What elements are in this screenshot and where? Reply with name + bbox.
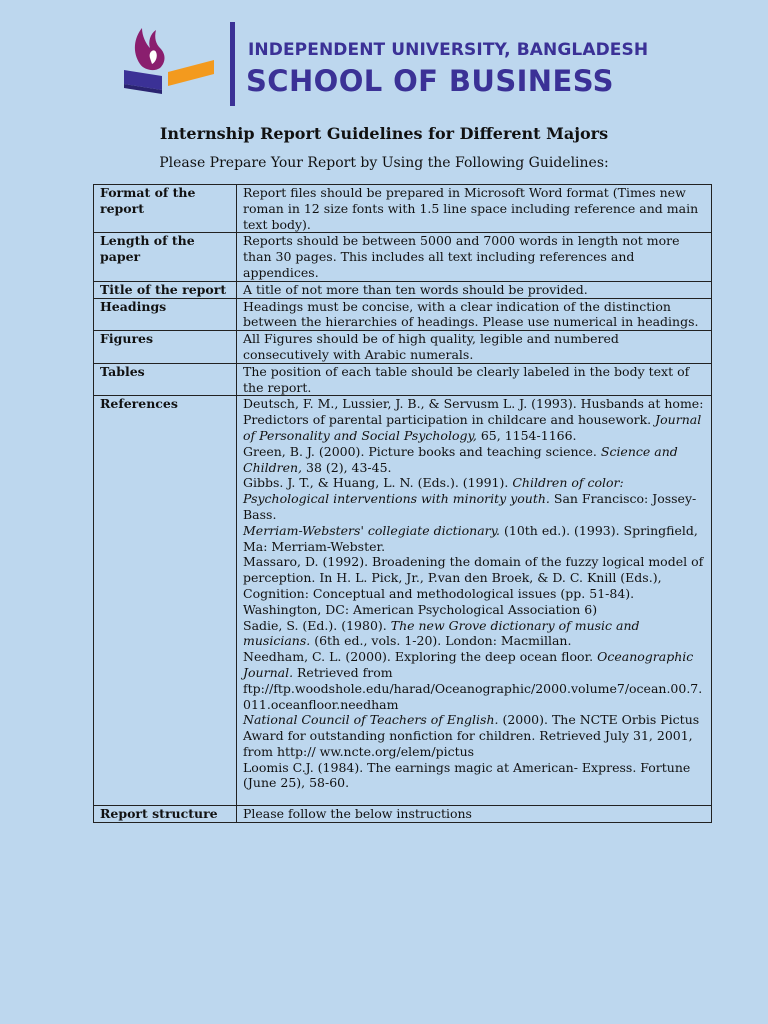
row-label: Figures xyxy=(94,331,237,364)
row-label: References xyxy=(94,396,237,806)
row-label: Title of the report xyxy=(94,281,237,298)
school-name: SCHOOL OF BUSINESS xyxy=(246,64,614,98)
row-value: A title of not more than ten words should be provided. xyxy=(237,281,712,298)
row-value: All Figures should be of high quality, legible and numbered consecutively with Arabic numerals. xyxy=(237,331,712,364)
reference-item: Merriam-Websters' collegiate dictionary. (10th ed.). (1993). Springfield, Ma: Merriam-Webster. xyxy=(243,522,698,554)
table-row xyxy=(94,233,712,281)
reference-item: Gibbs. J. T., & Huang, L. N. (Eds.). (1991). Children of color: Psychological interventions with minority youth. San Francisco: Jossey-Bass. xyxy=(243,475,697,522)
reference-item: National Council of Teachers of English. (2000). The NCTE Orbis Pictus Award for outstanding nonfiction for children. Retrieved July 31, 2001, from http:// ww.ncte.org/elem/pictus xyxy=(243,712,700,759)
table-row xyxy=(94,331,712,364)
table-row xyxy=(94,298,712,331)
university-logo-icon xyxy=(120,18,220,110)
guidelines-table xyxy=(93,184,712,823)
table-row-references xyxy=(94,396,712,806)
table-row xyxy=(94,806,712,823)
row-value: Reports should be between 5000 and 7000 words in length not more than 30 pages. This includes all text including references and appendices. xyxy=(237,233,712,281)
row-label: Report structure xyxy=(94,806,237,823)
table-row xyxy=(94,185,712,233)
page-title: Internship Report Guidelines for Different Majors xyxy=(159,124,609,143)
reference-item: Massaro, D. (1992). Broadening the domain of the fuzzy logical model of perception. In H. L. Pick, Jr., P.van den Broek, & D. C. Knill (Eds.), Cognition: Conceptual and methodological issues (pp. 51-84). Washington, DC: American Psychological Association 6) xyxy=(243,554,704,617)
row-value: Please follow the below instructions xyxy=(237,806,712,823)
university-header xyxy=(120,18,660,110)
table-row xyxy=(94,363,712,396)
row-value: Headings must be concise, with a clear indication of the distinction between the hierarchies of headings. Please use numerical in headings. xyxy=(237,298,712,331)
row-value: The position of each table should be clearly labeled in the body text of the report. xyxy=(237,363,712,396)
university-name: INDEPENDENT UNIVERSITY, BANGLADESH xyxy=(248,40,649,60)
row-label: Tables xyxy=(94,363,237,396)
row-label: Length of the paper xyxy=(94,233,237,281)
table-row xyxy=(94,281,712,298)
references-list xyxy=(237,396,712,806)
header-divider xyxy=(230,22,235,106)
page-subtitle: Please Prepare Your Report by Using the Following Guidelines: xyxy=(159,155,609,171)
reference-item: Sadie, S. (Ed.). (1980). The new Grove dictionary of music and musicians. (6th ed., vols. 1-20). London: Macmillan. xyxy=(243,617,640,649)
reference-item: Deutsch, F. M., Lussier, J. B., & Servusm L. J. (1993). Husbands at home: Predictors of parental participation in childcare and housework. Journal of Personality and Social Psychology, 65, 1154-1166. xyxy=(243,396,704,443)
reference-item: Green, B. J. (2000). Picture books and teaching science. Science and Children, 38 (2), 43-45. xyxy=(243,443,678,475)
reference-item: Needham, C. L. (2000). Exploring the deep ocean floor. Oceanographic Journal. Retrieved from ftp://ftp.woodshole.edu/harad/Oceanographic/2000.volume7/ocean.00.7. 011.oceanfloor.needham xyxy=(243,649,703,712)
reference-item: Loomis C.J. (1984). The earnings magic at American- Express. Fortune (June 25), 58-60. xyxy=(243,759,691,791)
row-label: Format of the report xyxy=(94,185,237,233)
row-value: Report files should be prepared in Microsoft Word format (Times new roman in 12 size fonts with 1.5 line space including reference and main text body). xyxy=(237,185,712,233)
row-label: Headings xyxy=(94,298,237,331)
